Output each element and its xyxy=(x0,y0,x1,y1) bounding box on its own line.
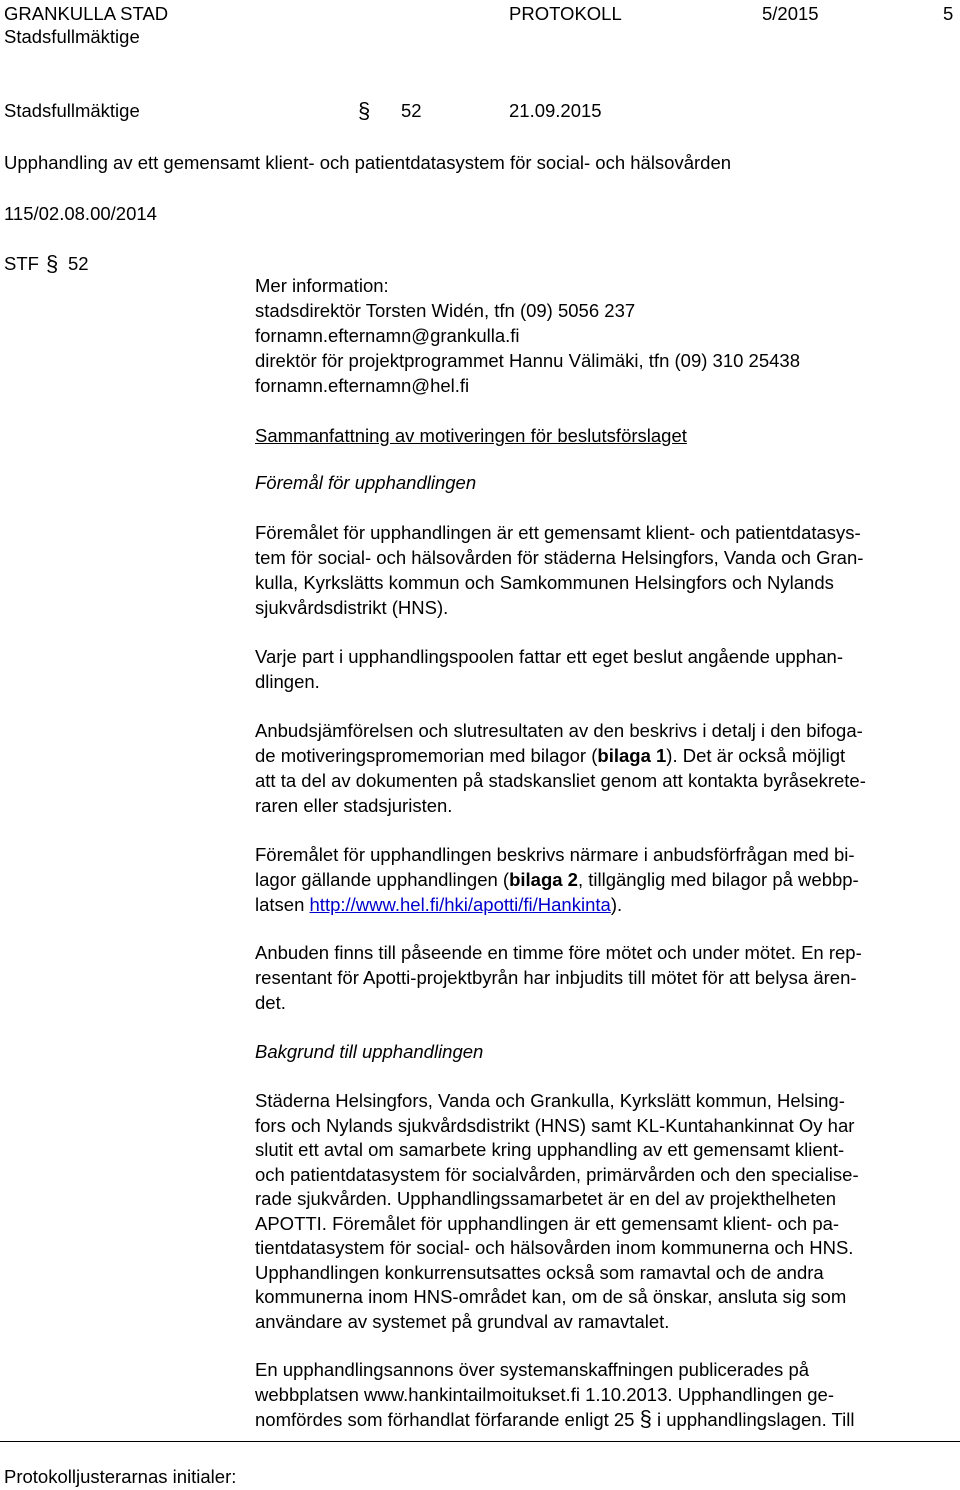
paragraph-6-line: APOTTI. Föremålet för upphandlingen är ett gemensamt klient- och pa- xyxy=(255,1213,840,1234)
stf-label: STF xyxy=(4,253,39,274)
paragraph-4-text: , tillgänglig med bilagor på webbp- xyxy=(577,869,859,890)
paragraph-6-line: användare av systemet på grundval av ramavtalet. xyxy=(255,1311,670,1332)
paragraph-6-line: slutit ett avtal om samarbete kring upphandling av ett gemensamt klient- xyxy=(255,1139,845,1160)
header-org: GRANKULLA STAD xyxy=(4,3,169,24)
paragraph-6-line: rade sjukvården. Upphandlingssamarbetet är en del av projekthelheten xyxy=(255,1188,837,1209)
paragraph-2-line: Varje part i upphandlingspoolen fattar ett eget beslut angående upphan- xyxy=(255,646,843,667)
paragraph-4-text: ). xyxy=(610,894,623,915)
header-page-number: 5 xyxy=(943,3,954,24)
stf-number: 52 xyxy=(68,253,89,274)
footer-initials-label: Protokolljusterarnas initialer: xyxy=(4,1466,237,1487)
paragraph-3-line: raren eller stadsjuristen. xyxy=(255,795,453,816)
paragraph-1-line: Föremålet för upphandlingen är ett gemensamt klient- och patientdatasys- xyxy=(255,522,861,543)
paragraph-6-line: Städerna Helsingfors, Vanda och Grankulla, Kyrkslätt kommun, Helsing- xyxy=(255,1090,845,1111)
paragraph-3-text: de motiveringspromemorian med bilagor ( xyxy=(255,745,598,766)
paragraph-6-line: fors och Nylands sjukvårdsdistrikt (HNS) samt KL-Kuntahankinnat Oy har xyxy=(255,1115,855,1136)
attachment-2-ref: bilaga 2 xyxy=(509,869,578,890)
paragraph-6-line: tientdatasystem för social- och hälsovården inom kommunerna och HNS. xyxy=(255,1237,854,1258)
paragraph-3-text: ). Det är också möjligt xyxy=(666,745,846,766)
paragraph-4-line xyxy=(255,867,859,892)
meeting-date: 21.09.2015 xyxy=(509,100,602,121)
info-contact-2: direktör för projektprogrammet Hannu Välimäki, tfn (09) 310 25438 xyxy=(255,350,800,371)
paragraph-1-line: kulla, Kyrkslätts kommun och Samkommunen Helsingfors och Nylands xyxy=(255,572,834,593)
summary-heading: Sammanfattning av motiveringen för beslutsförslaget xyxy=(255,425,687,446)
paragraph-6-line: Upphandlingen konkurrensutsattes också som ramavtal och de andra xyxy=(255,1262,824,1283)
object-heading: Föremål för upphandlingen xyxy=(255,472,477,493)
stf-section-mark: § xyxy=(46,251,59,276)
paragraph-4-text: lagor gällande upphandlingen ( xyxy=(255,869,510,890)
section-mark: § xyxy=(639,1406,652,1431)
paragraph-4-line: Föremålet för upphandlingen beskrivs närmare i anbudsförfrågan med bi- xyxy=(255,844,855,865)
paragraph-1-line: tem för social- och hälsovården för städerna Helsingfors, Vanda och Gran- xyxy=(255,547,864,568)
paragraph-6-line: kommunerna inom HNS-området kan, om de så önskar, ansluta sig som xyxy=(255,1286,847,1307)
paragraph-5-line: det. xyxy=(255,992,286,1013)
paragraph-6-line: och patientdatasystem för socialvården, primärvården och den specialise- xyxy=(255,1164,859,1185)
info-label: Mer information: xyxy=(255,275,389,296)
footer-divider xyxy=(0,1441,960,1442)
paragraph-7-line: En upphandlingsannons över systemanskaffningen publicerades på xyxy=(255,1359,810,1380)
background-heading: Bakgrund till upphandlingen xyxy=(255,1041,484,1062)
paragraph-4-line xyxy=(255,892,622,917)
paragraph-1-line: sjukvårdsdistrikt (HNS). xyxy=(255,597,449,618)
paragraph-4-text: latsen xyxy=(255,894,310,915)
info-contact-1: stadsdirektör Torsten Widén, tfn (09) 5056 237 xyxy=(255,300,636,321)
hankinta-link[interactable]: http://www.hel.fi/hki/apotti/fi/Hankinta xyxy=(309,894,611,915)
paragraph-7-line: webbplatsen www.hankintailmoitukset.fi 1.10.2013. Upphandlingen ge- xyxy=(255,1384,835,1405)
paragraph-7-text: i upphandlingslagen. Till xyxy=(657,1409,855,1430)
attachment-1-ref: bilaga 1 xyxy=(597,745,667,766)
header-doc-number: 5/2015 xyxy=(762,3,819,24)
paragraph-3-line: Anbudsjämförelsen och slutresultaten av den beskrivs i detalj i den bifoga- xyxy=(255,720,863,741)
paragraph-3-line xyxy=(255,743,845,768)
section-mark: § xyxy=(358,98,371,123)
diary-number: 115/02.08.00/2014 xyxy=(4,203,157,224)
paragraph-2-line: dlingen. xyxy=(255,671,320,692)
paragraph-7-line xyxy=(255,1406,855,1432)
header-doc-type: PROTOKOLL xyxy=(509,3,622,24)
paragraph-5-line: resentant för Apotti-projektbyrån har inbjudits till mötet för att belysa ären- xyxy=(255,967,857,988)
paragraph-5-line: Anbuden finns till påseende en timme före mötet och under mötet. En rep- xyxy=(255,942,862,963)
paragraph-7-text: nomfördes som förhandlat förfarande enligt 25 xyxy=(255,1409,635,1430)
meeting-section: 52 xyxy=(401,100,422,121)
page-title: Upphandling av ett gemensamt klient- och patientdatasystem för social- och hälsovården xyxy=(4,152,732,173)
info-email-2: fornamn.efternamn@hel.fi xyxy=(255,375,470,396)
meeting-body: Stadsfullmäktige xyxy=(4,100,140,121)
header-sub: Stadsfullmäktige xyxy=(4,26,140,47)
info-email-1: fornamn.efternamn@grankulla.fi xyxy=(255,325,520,346)
paragraph-3-line: att ta del av dokumenten på stadskansliet genom att kontakta byråsekrete- xyxy=(255,770,866,791)
